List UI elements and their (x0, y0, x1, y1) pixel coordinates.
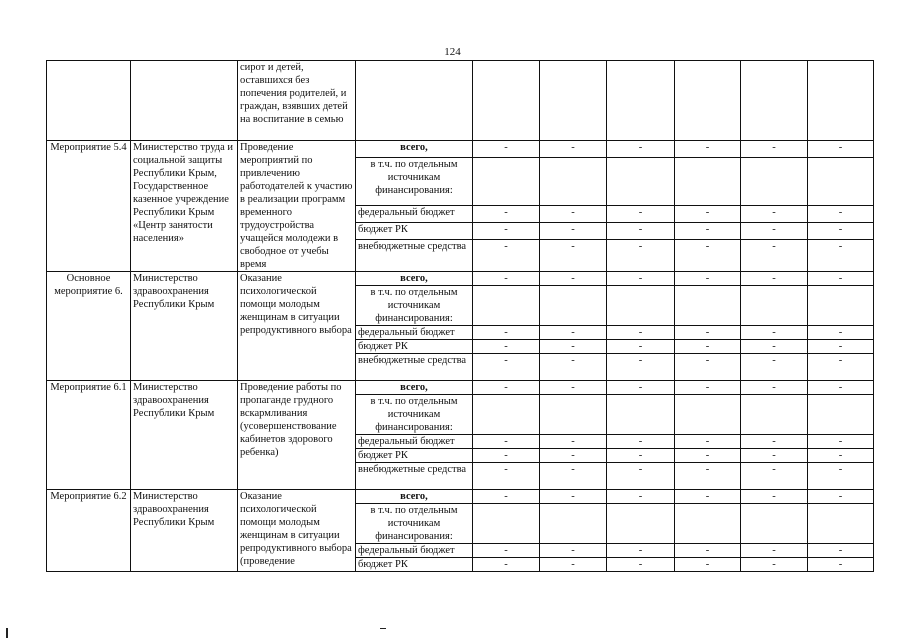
cell-funding-source: федеральный бюджет (356, 435, 473, 449)
cell-value: - (741, 205, 808, 222)
cell-empty (607, 286, 675, 326)
table-row (47, 381, 874, 395)
cell-empty (808, 504, 874, 544)
cell-value: - (741, 239, 808, 272)
cell-value: - (808, 354, 874, 381)
cell-funding-source: федеральный бюджет (356, 205, 473, 222)
cell-value: - (473, 354, 540, 381)
cell-value: - (540, 381, 607, 395)
cell-value: - (473, 340, 540, 354)
cell-funding-source: в т.ч. по отдельным источникам финансирования: (356, 395, 473, 435)
cell-value: - (473, 449, 540, 463)
table-row (47, 272, 874, 286)
cell-empty (741, 395, 808, 435)
cell-value: - (540, 272, 607, 286)
cell-event-number: Мероприятие 5.4 (47, 141, 131, 272)
cell-value: - (808, 272, 874, 286)
cell-description: Проведение работы по пропаганде грудного вскармливания (усовершенствование кабинетов здорового ребенка) (238, 381, 356, 490)
cell-empty (607, 61, 675, 141)
cell-value: - (473, 435, 540, 449)
cell-value: - (808, 141, 874, 158)
cell-empty (741, 61, 808, 141)
table-row (47, 61, 874, 141)
cell-value: - (607, 222, 675, 239)
cell-value: - (675, 463, 741, 490)
cell-empty (540, 61, 607, 141)
cell-value: - (675, 222, 741, 239)
cell-value: - (540, 222, 607, 239)
cell-empty (607, 395, 675, 435)
cell-value: - (473, 463, 540, 490)
cell-empty (675, 61, 741, 141)
cell-value: - (675, 205, 741, 222)
cell-value: - (675, 558, 741, 572)
cell-value: - (607, 141, 675, 158)
cell-value: - (473, 544, 540, 558)
cell-value: - (808, 340, 874, 354)
cell-value: - (473, 222, 540, 239)
cell-value: - (741, 354, 808, 381)
cell-executor: Министерство здравоохранения Республики Крым (131, 272, 238, 381)
cell-value: - (808, 490, 874, 504)
cell-value: - (540, 449, 607, 463)
cell-value: - (473, 272, 540, 286)
cell-value: - (540, 544, 607, 558)
cell-empty (741, 286, 808, 326)
cell-empty (741, 157, 808, 205)
cell-event-number: Основное мероприятие 6. (47, 272, 131, 381)
cell-funding-source: бюджет РК (356, 222, 473, 239)
cell-value: - (808, 205, 874, 222)
cell-value: - (607, 558, 675, 572)
cell-empty (540, 395, 607, 435)
cell-value: - (473, 381, 540, 395)
cell-description: Проведение мероприятий по привлечению работодателей к участию в реализации программ временного трудоустройства учащейся молодежи в свободное от учебы время (238, 141, 356, 272)
cell-empty (675, 157, 741, 205)
cell-value: - (540, 435, 607, 449)
cell-value: - (741, 340, 808, 354)
cell-value: - (808, 558, 874, 572)
cell-value: - (808, 544, 874, 558)
cell-empty (607, 504, 675, 544)
cell-value: - (540, 354, 607, 381)
cell-value: - (675, 272, 741, 286)
cell-value: - (607, 340, 675, 354)
cell-funding-source: внебюджетные средства (356, 354, 473, 381)
cell-funding-source: в т.ч. по отдельным источникам финансирования: (356, 286, 473, 326)
cell-value: - (675, 544, 741, 558)
cell-empty (473, 61, 540, 141)
cell-empty (540, 286, 607, 326)
cell-value: - (540, 340, 607, 354)
cell-value: - (540, 326, 607, 340)
cell-funding-source: внебюджетные средства (356, 239, 473, 272)
cell-event-number: Мероприятие 6.2 (47, 490, 131, 572)
cell-value: - (607, 544, 675, 558)
cell-value: - (741, 558, 808, 572)
cell-value: - (540, 141, 607, 158)
cell-value: - (473, 326, 540, 340)
cell-value: - (607, 205, 675, 222)
cell-value: - (473, 558, 540, 572)
cell-value: - (607, 435, 675, 449)
cell-value: - (741, 544, 808, 558)
cell-funding-source: всего, (356, 381, 473, 395)
cell-value: - (808, 222, 874, 239)
cell-value: - (607, 381, 675, 395)
cell-value: - (607, 490, 675, 504)
cell-value: - (675, 490, 741, 504)
cell-funding-source: в т.ч. по отдельным источникам финансирования: (356, 157, 473, 205)
cell-value: - (473, 141, 540, 158)
table-row (47, 490, 874, 504)
cell-empty (473, 286, 540, 326)
scan-mark (6, 628, 8, 638)
cell-empty (131, 61, 238, 141)
cell-funding-source: бюджет РК (356, 340, 473, 354)
cell-value: - (607, 272, 675, 286)
cell-value: - (675, 340, 741, 354)
cell-executor: Министерство здравоохранения Республики Крым (131, 381, 238, 490)
cell-empty (473, 504, 540, 544)
cell-value: - (808, 449, 874, 463)
cell-empty (808, 61, 874, 141)
table-row (47, 141, 874, 158)
cell-value: - (540, 205, 607, 222)
cell-value: - (675, 354, 741, 381)
funding-table (46, 60, 874, 572)
cell-funding-source: бюджет РК (356, 558, 473, 572)
cell-value: - (675, 381, 741, 395)
cell-empty (741, 504, 808, 544)
cell-value: - (540, 463, 607, 490)
cell-empty (808, 286, 874, 326)
cell-value: - (808, 326, 874, 340)
cell-value: - (473, 490, 540, 504)
cell-funding-source: федеральный бюджет (356, 544, 473, 558)
cell-funding-source: внебюджетные средства (356, 463, 473, 490)
cell-value: - (741, 435, 808, 449)
cell-value: - (741, 326, 808, 340)
cell-value: - (741, 463, 808, 490)
cell-empty (808, 157, 874, 205)
cell-value: - (741, 141, 808, 158)
cell-value: - (808, 435, 874, 449)
cell-value: - (741, 272, 808, 286)
cell-value: - (808, 463, 874, 490)
cell-funding-source: всего, (356, 141, 473, 158)
cell-value: - (675, 239, 741, 272)
cell-value: - (473, 205, 540, 222)
cell-empty (808, 395, 874, 435)
cell-value: - (808, 381, 874, 395)
cell-value: - (741, 381, 808, 395)
cell-executor: Министерство труда и социальной защиты Республики Крым, Государственное казенное учреждение Республики Крым «Центр занятости населения» (131, 141, 238, 272)
cell-executor: Министерство здравоохранения Республики Крым (131, 490, 238, 572)
cell-empty (473, 157, 540, 205)
cell-value: - (607, 463, 675, 490)
cell-description: сирот и детей, оставшихся без попечения родителей, и граждан, взявших детей на воспитание в семью (238, 61, 356, 141)
cell-event-number: Мероприятие 6.1 (47, 381, 131, 490)
cell-value: - (473, 239, 540, 272)
cell-empty (540, 157, 607, 205)
cell-empty (675, 504, 741, 544)
cell-value: - (607, 239, 675, 272)
table-body (47, 61, 874, 572)
cell-value: - (675, 435, 741, 449)
cell-empty (540, 504, 607, 544)
cell-value: - (540, 239, 607, 272)
cell-funding-source: бюджет РК (356, 449, 473, 463)
cell-empty (675, 395, 741, 435)
cell-funding-source: всего, (356, 490, 473, 504)
cell-empty (607, 157, 675, 205)
cell-funding-source: в т.ч. по отдельным источникам финансирования: (356, 504, 473, 544)
cell-value: - (675, 326, 741, 340)
cell-value: - (540, 490, 607, 504)
cell-value: - (607, 326, 675, 340)
cell-value: - (675, 141, 741, 158)
cell-value: - (741, 490, 808, 504)
cell-empty (47, 61, 131, 141)
cell-empty (356, 61, 473, 141)
cell-description: Оказание психологической помощи молодым женщинам в ситуации репродуктивного выбора (проведение (238, 490, 356, 572)
cell-value: - (607, 354, 675, 381)
cell-value: - (808, 239, 874, 272)
cell-funding-source: федеральный бюджет (356, 326, 473, 340)
cell-value: - (741, 449, 808, 463)
cell-funding-source: всего, (356, 272, 473, 286)
cell-value: - (741, 222, 808, 239)
scan-mark (380, 628, 386, 629)
cell-value: - (607, 449, 675, 463)
cell-empty (473, 395, 540, 435)
cell-empty (675, 286, 741, 326)
page-number: 124 (444, 46, 461, 58)
cell-value: - (675, 449, 741, 463)
cell-description: Оказание психологической помощи молодым женщинам в ситуации репродуктивного выбора (238, 272, 356, 381)
cell-value: - (540, 558, 607, 572)
